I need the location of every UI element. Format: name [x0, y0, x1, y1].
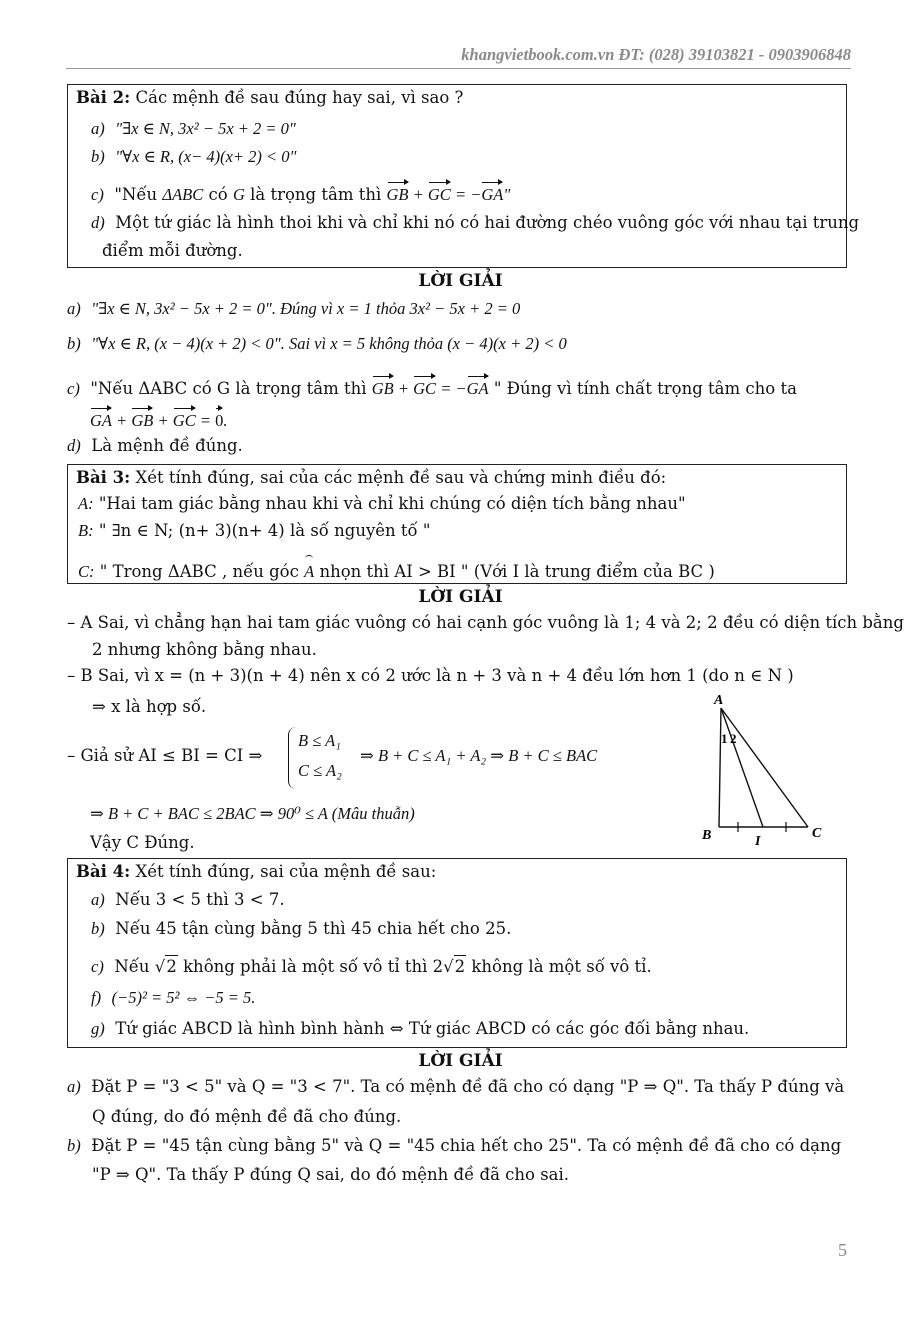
- solution-heading: LỜI GIẢI: [418, 587, 503, 607]
- statement-b: " ∃n ∈ N; (n+ 3)(n+ 4) là số nguyên tố ": [98, 521, 431, 540]
- exercise-2-b: "∀x ∈ R, (x− 4)(x+ 2) < 0": [115, 147, 297, 166]
- solution-3-b-line1: – B Sai, vì x = (n + 3)(n + 4) nên x có 2 ước là n + 3 và n + 4 đều lớn hơn 1 (do n ∈ N ): [67, 666, 794, 685]
- item-label: b): [91, 919, 105, 938]
- solution-4-b-line1: Đặt P = "45 tận cùng bằng 5" và Q = "45 chia hết cho 25". Ta có mệnh đề đã cho có dạng: [91, 1136, 842, 1155]
- item-label: a): [67, 299, 81, 318]
- statement-c-pre: " Trong ΔABC , nếu góc: [99, 562, 299, 581]
- exercise-4-b: Nếu 45 tận cùng bằng 5 thì 45 chia hết cho 25.: [115, 919, 512, 938]
- exercise-3-box: [67, 464, 847, 584]
- solution-3-a-line2: 2 nhưng không bằng nhau.: [92, 640, 317, 659]
- item-label: f): [91, 988, 102, 1007]
- triangle-abc: ΔABC: [162, 185, 204, 204]
- vector-equation: GB + GC = −GA": [387, 185, 511, 204]
- exercise-2-d-line2: điểm mỗi đường.: [102, 241, 243, 260]
- exercise-4-box: Bài 4: Xét tính đúng, sai của mệnh đề sau: a) Nếu 3 < 5 thì 3 < 7. b) Nếu 45 tận cùng bằng 5 thì 45 chia hết cho 25. c) Nếu √2 không phải là một số vô tỉ thì 2√2 không là một số vô tỉ. f) (−5)² = 5² ⇔ −5 = 5. g) Tứ giác ABCD là hình bình hành ⇔ Tứ giác ABCD có các góc đối bằng nhau.: [67, 858, 847, 1048]
- statement-label: C:: [78, 562, 95, 581]
- exercise-4-f: (−5)² = 5² ⇔ −5 = 5.: [111, 988, 256, 1007]
- solution-2-a: "∃x ∈ N, 3x² − 5x + 2 = 0". Đúng vì x = 1 thỏa 3x² − 5x + 2 = 0: [91, 299, 521, 318]
- item-label: c): [91, 185, 104, 204]
- exercise-2-prompt: Các mệnh đề sau đúng hay sai, vì sao ?: [135, 88, 464, 107]
- item-label: b): [67, 334, 81, 353]
- item-label: b): [67, 1136, 81, 1155]
- exercise-2-c-text: là trọng tâm thì: [250, 185, 382, 204]
- angle-1-label: 1: [721, 731, 728, 746]
- angle-a: A: [304, 554, 314, 583]
- sqrt-two: 2: [454, 957, 466, 976]
- statement-c-post: nhọn thì AI > BI " (Với I là trung điểm của BC ): [319, 562, 715, 581]
- exercise-2-box: [67, 84, 860, 268]
- header-divider: [66, 68, 851, 69]
- exercise-3-prompt: Xét tính đúng, sai của các mệnh đề sau và chứng minh điều đó:: [135, 468, 667, 487]
- item-label: c): [67, 379, 80, 398]
- solution-3-c-start: – Giả sử AI ≤ BI = CI ⇒: [67, 746, 263, 765]
- item-label: c): [91, 957, 104, 976]
- median-ai: [721, 708, 763, 827]
- exercise-3-title: Bài 3:: [76, 468, 131, 487]
- vector-sum-zero: GA + GB + GC = 0.: [90, 404, 227, 432]
- item-label: a): [67, 1077, 81, 1096]
- solution-2-c-post: " Đúng vì tính chất trọng tâm cho ta: [493, 379, 797, 398]
- vector-equation: GB + GC = −GA: [372, 379, 489, 398]
- solution-heading: LỜI GIẢI: [418, 271, 503, 291]
- exercise-2-c-text: "Nếu: [114, 185, 158, 204]
- exercise-4-g: Tứ giác ABCD là hình bình hành ⇔ Tứ giác ABCD có các góc đối bằng nhau.: [115, 1019, 750, 1038]
- solution-4-a-line2: Q đúng, do đó mệnh đề đã cho đúng.: [92, 1107, 402, 1126]
- solution-2-d: Là mệnh đề đúng.: [91, 436, 243, 455]
- page-number: 5: [838, 1240, 847, 1260]
- solution-4-a-line1: Đặt P = "3 < 5" và Q = "3 < 7". Ta có mệnh đề đã cho có dạng "P ⇒ Q". Ta thấy P đúng và: [91, 1077, 845, 1096]
- exercise-4-c-text: không phải là một số vô tỉ thì 2: [183, 957, 444, 976]
- item-label: a): [91, 890, 105, 909]
- item-label: a): [91, 119, 105, 138]
- solution-2-b: "∀x ∈ R, (x − 4)(x + 2) < 0". Sai vì x = 5 không thỏa (x − 4)(x + 2) < 0: [91, 334, 567, 353]
- solution-4-b-line2: "P ⇒ Q". Ta thấy P đúng Q sai, do đó mệnh đề đã cho sai.: [92, 1165, 570, 1184]
- triangle-figure: [696, 688, 836, 848]
- solution-3-b-line2: ⇒ x là hợp số.: [92, 697, 207, 716]
- solution-2-c-pre: "Nếu ΔABC có G là trọng tâm thì: [90, 379, 367, 398]
- statement-a: "Hai tam giác bằng nhau khi và chỉ khi chúng có diện tích bằng nhau": [98, 494, 686, 513]
- exercise-2-d-line1: Một tứ giác là hình thoi khi và chỉ khi nó có hai đường chéo vuông góc với nhau tại trung: [115, 213, 860, 232]
- vertex-c: C: [812, 826, 822, 841]
- exercise-4-c-text: không là một số vô tỉ.: [471, 957, 652, 976]
- exercise-4-title: Bài 4:: [76, 862, 131, 881]
- exercise-2-c-text: có: [208, 185, 228, 204]
- item-label: d): [91, 213, 105, 232]
- item-label: g): [91, 1019, 105, 1038]
- solution-3-c-contradiction: ⇒ B + C + BAC ≤ 2BAC ⇒ 90⁰ ≤ A (Mâu thuẫn): [90, 804, 415, 823]
- solution-3-c-implication: ⇒ B + C ≤ A₁ + A₂ ⇒ B + C ≤ BAC: [360, 746, 598, 765]
- statement-label: B:: [78, 521, 94, 540]
- sqrt-two: 2: [166, 957, 177, 976]
- midpoint-i: I: [755, 834, 761, 848]
- angle-2-label: 2: [730, 731, 737, 746]
- exercise-4-c-text: Nếu: [114, 957, 150, 976]
- solution-3-a-line1: – A Sai, vì chẳng hạn hai tam giác vuông có hai cạnh góc vuông là 1; 4 và 2; 2 đều có diện tích bằng: [67, 613, 904, 632]
- side-ab: [719, 708, 721, 827]
- solution-heading: LỜI GIẢI: [418, 1051, 503, 1071]
- item-label: b): [91, 147, 105, 166]
- system-line-1: B ≤ A₁: [298, 731, 341, 750]
- statement-label: A:: [78, 494, 94, 513]
- vertex-b: B: [702, 828, 712, 843]
- exercise-2-title: Bài 2:: [76, 88, 131, 107]
- vertex-a: A: [714, 693, 724, 708]
- exercise-4-a: Nếu 3 < 5 thì 3 < 7.: [115, 890, 285, 909]
- solution-3-c-conclusion: Vậy C Đúng.: [90, 833, 195, 852]
- centroid-g: G: [232, 185, 245, 204]
- exercise-2-a: "∃x ∈ N, 3x² − 5x + 2 = 0": [115, 119, 296, 138]
- page-header: khangvietbook.com.vn ĐT: (028) 39103821 - 0903906848: [461, 45, 851, 64]
- system-line-2: C ≤ A₂: [298, 761, 342, 780]
- item-label: d): [67, 436, 81, 455]
- side-ac: [721, 708, 808, 827]
- exercise-4-prompt: Xét tính đúng, sai của mệnh đề sau:: [135, 862, 437, 881]
